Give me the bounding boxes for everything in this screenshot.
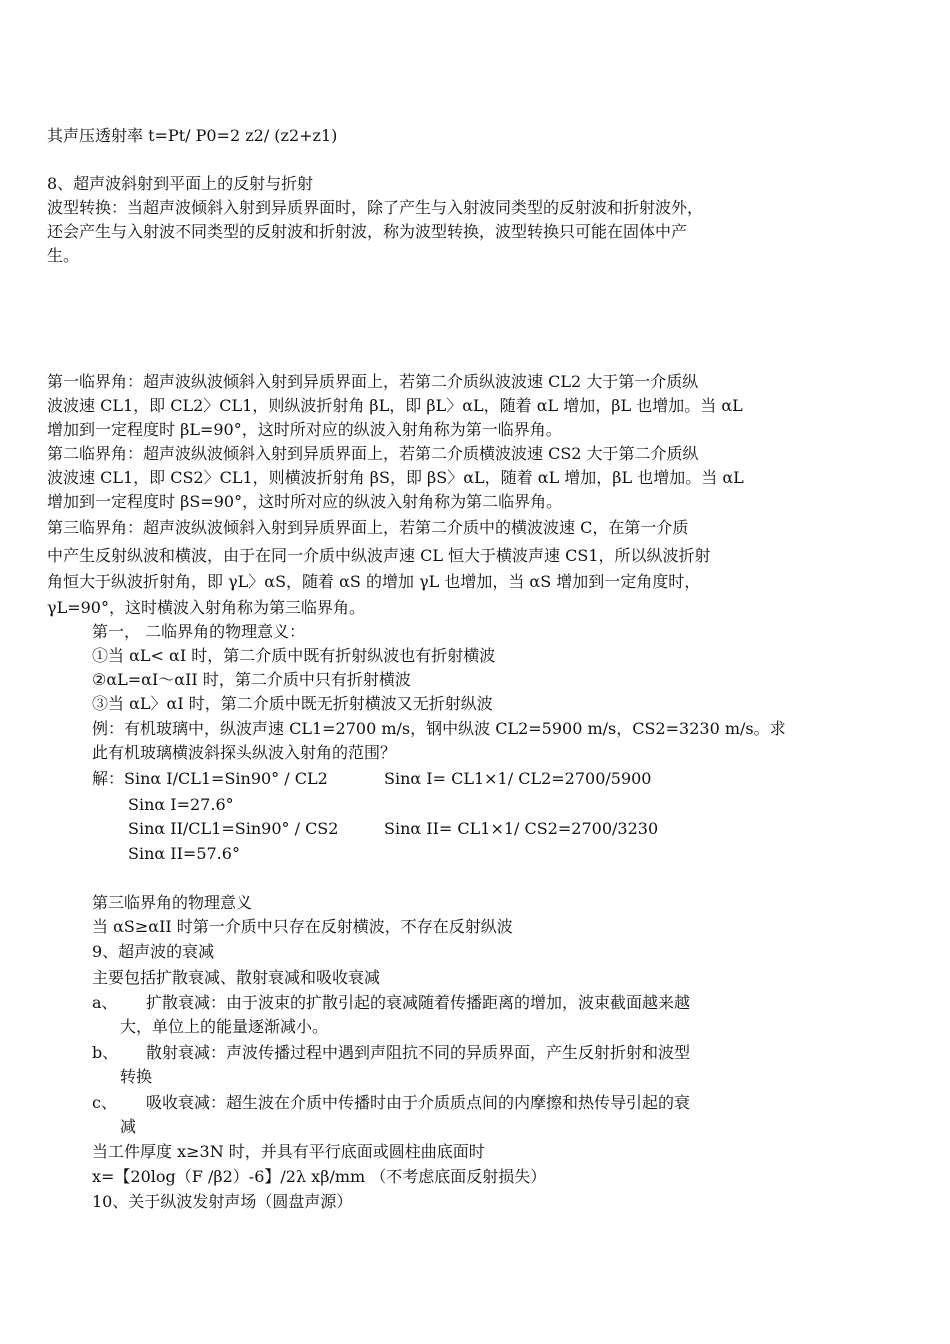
list-item: 扩散衰减：由于波束的扩散引起的衰减随着传播距离的增加，波束截面越来越: [146, 993, 691, 1012]
list-marker: b、: [92, 1043, 119, 1062]
paragraph-line: 波波速 CL1，即 CS2〉CL1，则横波折射角 βS，即 βS〉αL，随着 αL 增加，βL 也增加。当 αL: [47, 468, 744, 487]
list-item: ③当 αL〉αI 时，第二介质中既无折射横波又无折射纵波: [92, 694, 493, 713]
list-marker: c、: [92, 1093, 117, 1112]
paragraph-line: 此有机玻璃横波斜探头纵波入射角的范围？: [92, 743, 397, 762]
list-item: 吸收衰减：超生波在介质中传播时由于介质质点间的内摩擦和热传导引起的衰: [146, 1093, 691, 1112]
section-heading: 9、超声波的衰减: [92, 942, 215, 961]
list-item: 减: [120, 1117, 137, 1136]
formula-line: x=【20log（F /β2）-6】/2λ xβ/mm （不考虑底面反射损失）: [92, 1167, 547, 1186]
list-item: ①当 αL< αI 时，第二介质中既有折射纵波也有折射横波: [92, 646, 496, 665]
formula-line: Sinα II=57.6°: [128, 844, 240, 863]
paragraph-line: γL=90°，这时横波入射角称为第三临界角。: [47, 598, 365, 617]
formula-line: Sinα II/CL1=Sin90° / CS2: [128, 819, 339, 838]
paragraph-line: 增加到一定程度时 βL=90°，这时所对应的纵波入射角称为第一临界角。: [47, 420, 562, 439]
paragraph-line: 当 αS≥αII 时第一介质中只存在反射横波，不存在反射纵波: [92, 917, 513, 936]
list-item: 散射衰减：声波传播过程中遇到声阻抗不同的异质界面，产生反射折射和波型: [146, 1043, 691, 1062]
paragraph-line: 中产生反射纵波和横波，由于在同一介质中纵波声速 CL 恒大于横波声速 CS1，所以纵波折射: [47, 546, 711, 565]
list-marker: a、: [92, 993, 118, 1012]
paragraph-line: 例：有机玻璃中，纵波声速 CL1=2700 m/s，钢中纵波 CL2=5900 m/s，CS2=3230 m/s。求: [92, 719, 786, 738]
formula-line: Sinα II= CL1×1/ CS2=2700/3230: [384, 819, 659, 838]
paragraph-line: 主要包括扩散衰减、散射衰减和吸收衰减: [92, 968, 381, 987]
formula-line: Sinα I= CL1×1/ CL2=2700/5900: [384, 769, 652, 788]
section-heading: 10、关于纵波发射声场（圆盘声源）: [92, 1192, 353, 1211]
paragraph-line: 当工件厚度 x≥3N 时，并具有平行底面或圆柱曲底面时: [92, 1142, 485, 1161]
paragraph-line: 角恒大于纵波折射角，即 γL〉αS，随着 αS 的增加 γL 也增加，当 αS 增加到一定角度时，: [47, 572, 701, 591]
paragraph-line: 生。: [47, 246, 80, 265]
formula-line: Sinα I=27.6°: [128, 795, 234, 814]
paragraph-line: 第一， 二临界角的物理意义：: [92, 622, 306, 641]
paragraph-line: 还会产生与入射波不同类型的反射波和折射波，称为波型转换，波型转换只可能在固体中产: [47, 222, 688, 241]
paragraph-line: 波波速 CL1，即 CL2〉CL1，则纵波折射角 βL，即 βL〉αL，随着 αL 增加，βL 也增加。当 αL: [47, 396, 743, 415]
paragraph-line: 增加到一定程度时 βS=90°，这时所对应的纵波入射角称为第二临界角。: [47, 492, 563, 511]
list-item: ②αL=αI～αII 时，第二介质中只有折射横波: [92, 670, 411, 689]
paragraph-line: 第一临界角：超声波纵波倾斜入射到异质界面上，若第二介质纵波波速 CL2 大于第一介质纵: [47, 372, 699, 391]
section-heading: 8、超声波斜射到平面上的反射与折射: [47, 174, 314, 193]
list-item: 大，单位上的能量逐渐减小。: [120, 1017, 329, 1036]
paragraph-line: 第三临界角：超声波纵波倾斜入射到异质界面上，若第二介质中的横波波速 C，在第一介质: [47, 518, 689, 537]
section-heading: 第三临界角的物理意义: [92, 893, 253, 912]
paragraph-line: 第二临界角：超声波纵波倾斜入射到异质界面上，若第二介质横波波速 CS2 大于第二介质纵: [47, 444, 699, 463]
formula-line: 解：Sinα I/CL1=Sin90° / CL2: [92, 769, 328, 788]
paragraph-line: 波型转换：当超声波倾斜入射到异质界面时，除了产生与入射波同类型的反射波和折射波外，: [47, 198, 704, 217]
list-item: 转换: [120, 1067, 153, 1086]
paragraph-line: 其声压透射率 t=Pt/ P0=2 z2/ (z2+z1): [47, 126, 338, 145]
